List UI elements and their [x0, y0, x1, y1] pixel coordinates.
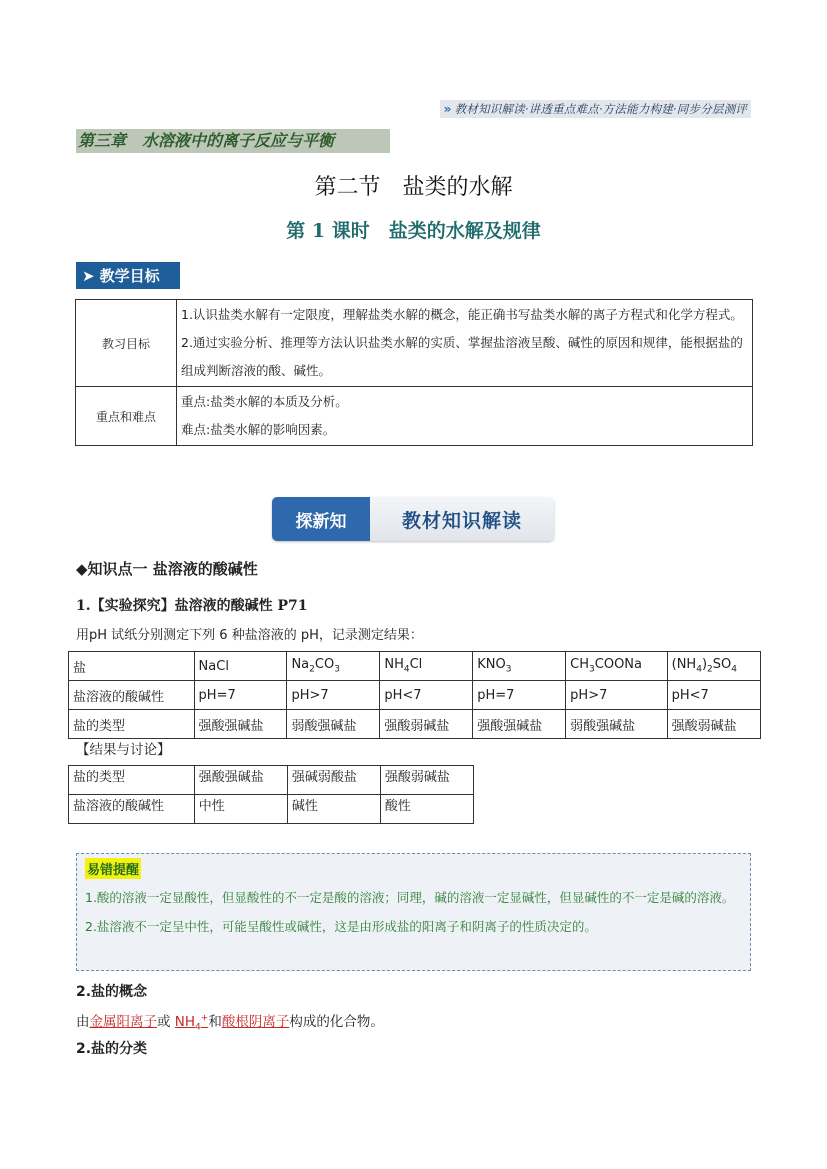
- double-chevron-icon: »: [443, 102, 452, 116]
- salt-concept-text: [76, 1010, 384, 1033]
- banner-left-label: 探新知: [272, 497, 370, 541]
- concept-or: 或: [157, 1014, 175, 1030]
- table-cell: pH=7: [473, 681, 566, 710]
- arrow-right-icon: ➤: [82, 266, 95, 285]
- concept-suffix: 构成的化合物。: [289, 1014, 384, 1030]
- table-cell: 中性: [194, 795, 287, 824]
- tagline-text: 教材知识解读·讲透重点难点·方法能力构建·同步分层测评: [454, 102, 747, 116]
- table-cell: 强碱弱酸盐: [287, 766, 380, 795]
- table-cell: pH<7: [667, 681, 760, 710]
- table-cell: 盐溶液的酸碱性: [69, 681, 195, 710]
- banner-right-label: 教材知识解读: [370, 497, 554, 541]
- table-cell: pH>7: [566, 681, 667, 710]
- goals-badge: [76, 262, 180, 289]
- table-cell: 强酸强碱盐: [194, 710, 287, 739]
- table-cell: pH=7: [194, 681, 287, 710]
- table-cell: 弱酸强碱盐: [566, 710, 667, 739]
- section-banner: [272, 497, 554, 541]
- table-cell: 强酸强碱盐: [473, 710, 566, 739]
- result-table: [68, 765, 474, 824]
- concept-and: 和: [208, 1014, 222, 1030]
- experiment-description: 用pH 试纸分别测定下列 6 种盐溶液的 pH，记录测定结果：: [76, 628, 423, 643]
- goal-line: 2.通过实验分析、推理等方法认识盐类水解的实质、掌握盐溶液呈酸、碱性的原因和规律，能根据盐的组成判断溶液的酸、碱性。: [181, 335, 743, 378]
- table-cell: 强酸强碱盐: [194, 766, 287, 795]
- table-cell: 弱酸强碱盐: [287, 710, 380, 739]
- concept-prefix: 由: [76, 1014, 90, 1030]
- header-tagline: [440, 100, 751, 118]
- goals-row-label: 重点和难点: [76, 387, 177, 446]
- table-cell: 盐: [69, 652, 195, 681]
- goal-line: 1.认识盐类水解有一定限度，理解盐类水解的概念，能正确书写盐类水解的离子方程式和化学方程式。: [181, 307, 743, 322]
- goal-line: 重点:盐类水解的本质及分析。: [181, 394, 348, 409]
- table-cell: $CH_3COONa$: [566, 652, 667, 681]
- salt-concept-title: 2.盐的概念: [76, 984, 148, 1000]
- concept-blank-metal-cation: 金属阳离子: [89, 1014, 157, 1030]
- table-cell: NaCl: [194, 652, 287, 681]
- table-row: [69, 766, 474, 795]
- salt-classification-title: 2.盐的分类: [76, 1041, 148, 1057]
- table-cell: 碱性: [287, 795, 380, 824]
- discussion-title: 【结果与讨论】: [76, 742, 171, 758]
- lesson-title: 第 1 课时 盐类的水解及规律: [286, 220, 541, 242]
- table-row: [69, 710, 761, 739]
- concept-blank-acid-anion: 酸根阴离子: [221, 1014, 290, 1030]
- experiment-title: 1.【实验探究】盐溶液的酸碱性 P71: [76, 598, 308, 614]
- table-cell: 盐的类型: [69, 766, 195, 795]
- goals-row-content: [177, 387, 753, 446]
- table-cell: 强酸弱碱盐: [380, 710, 473, 739]
- table-cell: 强酸弱碱盐: [667, 710, 760, 739]
- table-row: [69, 795, 474, 824]
- error-tip-line: 2.盐溶液不一定呈中性，可能呈酸性或碱性，这是由形成盐的阳离子和阴离子的性质决定的。: [85, 919, 597, 934]
- goal-line: 难点:盐类水解的影响因素。: [181, 422, 336, 437]
- concept-blank-ammonium: $NH_4^+$: [174, 1013, 209, 1033]
- table-cell: $KNO_3$: [473, 652, 566, 681]
- table-cell: 强酸弱碱盐: [380, 766, 473, 795]
- section-title: 第二节 盐类的水解: [314, 175, 513, 200]
- error-tip-label: 易错提醒: [85, 858, 141, 879]
- table-cell: 酸性: [380, 795, 473, 824]
- chapter-title: 第三章 水溶液中的离子反应与平衡: [76, 129, 390, 153]
- salt-ph-table: [68, 651, 761, 739]
- table-cell: pH>7: [287, 681, 380, 710]
- goals-row-content: [177, 300, 753, 387]
- table-row: [69, 681, 761, 710]
- table-row: [69, 652, 761, 681]
- error-tip-line: 1.酸的溶液一定显酸性，但显酸性的不一定是酸的溶液；同理，碱的溶液一定显碱性，但显碱性的不一定是碱的溶液。: [85, 890, 735, 905]
- table-cell: $(NH_4)_2SO_4$: [667, 652, 760, 681]
- goals-row: [76, 300, 753, 387]
- table-cell: $Na_2CO_3$: [287, 652, 380, 681]
- table-cell: pH<7: [380, 681, 473, 710]
- error-tip-box: [76, 853, 751, 971]
- table-cell: 盐溶液的酸碱性: [69, 795, 195, 824]
- goals-badge-label: 教学目标: [99, 267, 160, 285]
- table-cell: $NH_4Cl$: [380, 652, 473, 681]
- goals-row-label: 教习目标: [76, 300, 177, 387]
- knowledge-point-title: ◆知识点一 盐溶液的酸碱性: [76, 560, 258, 578]
- table-cell: 盐的类型: [69, 710, 195, 739]
- goals-row: [76, 387, 753, 446]
- goals-table: [75, 299, 753, 446]
